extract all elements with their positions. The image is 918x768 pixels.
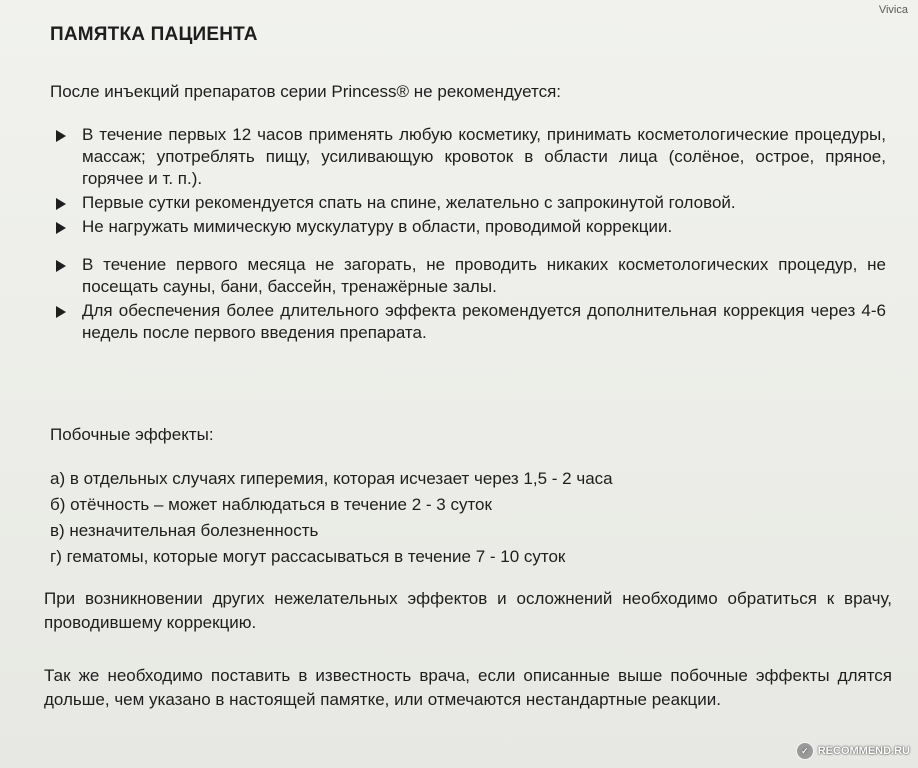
side-effect-item: б) отёчность – может наблюдаться в течение 2 - 3 суток	[50, 495, 492, 514]
intro-text: После инъекций препаратов серии Princess® не рекомендуется:	[50, 82, 562, 101]
arrow-bullet-icon	[56, 198, 66, 210]
list-item-text: В течение первых 12 часов применять любую косметику, принимать косметологические процедуры, массаж; употреблять пищу, усиливающую кровоток в области лица (солёное, острое, пряное, горячее и т. п.).	[82, 125, 886, 188]
arrow-bullet-icon	[56, 222, 66, 234]
recommend-logo-icon: ✓	[796, 742, 814, 760]
complications-paragraph: При возникновении других нежелательных эффектов и осложнений необходимо обратиться к врачу, проводившему коррекцию.	[44, 589, 892, 632]
site-watermark-text: RECOMMEND.RU	[817, 745, 910, 757]
arrow-bullet-icon	[56, 306, 66, 318]
site-watermark	[796, 742, 910, 760]
notify-doctor-paragraph: Так же необходимо поставить в известность врача, если описанные выше побочные эффекты длятся дольше, чем указано в настоящей памятке, или отмечаются нестандартные реакции.	[44, 666, 892, 709]
page-title: ПАМЯТКА ПАЦИЕНТА	[50, 24, 258, 45]
arrow-bullet-icon	[56, 130, 66, 142]
author-watermark: Vivica	[878, 4, 908, 16]
list-item	[50, 124, 886, 190]
side-effect-item: а) в отдельных случаях гиперемия, которая исчезает через 1,5 - 2 часа	[50, 469, 613, 488]
side-effect-item: в) незначительная болезненность	[50, 521, 319, 540]
arrow-bullet-icon	[56, 260, 66, 272]
list-item	[50, 300, 886, 344]
list-item	[50, 192, 886, 214]
list-item-text: Не нагружать мимическую мускулатуру в области, проводимой коррекции.	[82, 217, 673, 236]
list-item	[50, 254, 886, 298]
recommendations-list	[50, 124, 886, 346]
list-item-text: Первые сутки рекомендуется спать на спине, желательно с запрокинутой головой.	[82, 193, 736, 212]
side-effect-item: г) гематомы, которые могут рассасываться в течение 7 - 10 суток	[50, 547, 566, 566]
list-item-text: В течение первого месяца не загорать, не проводить никаких косметологических процедур, не посещать сауны, бани, бассейн, тренажёрные залы.	[82, 255, 886, 296]
list-item-text: Для обеспечения более длительного эффекта рекомендуется дополнительная коррекция через 4-6 недель после первого введения препарата.	[82, 301, 886, 342]
side-effects-heading: Побочные эффекты:	[50, 425, 214, 444]
list-item	[50, 216, 886, 238]
side-effects-list	[50, 466, 613, 570]
